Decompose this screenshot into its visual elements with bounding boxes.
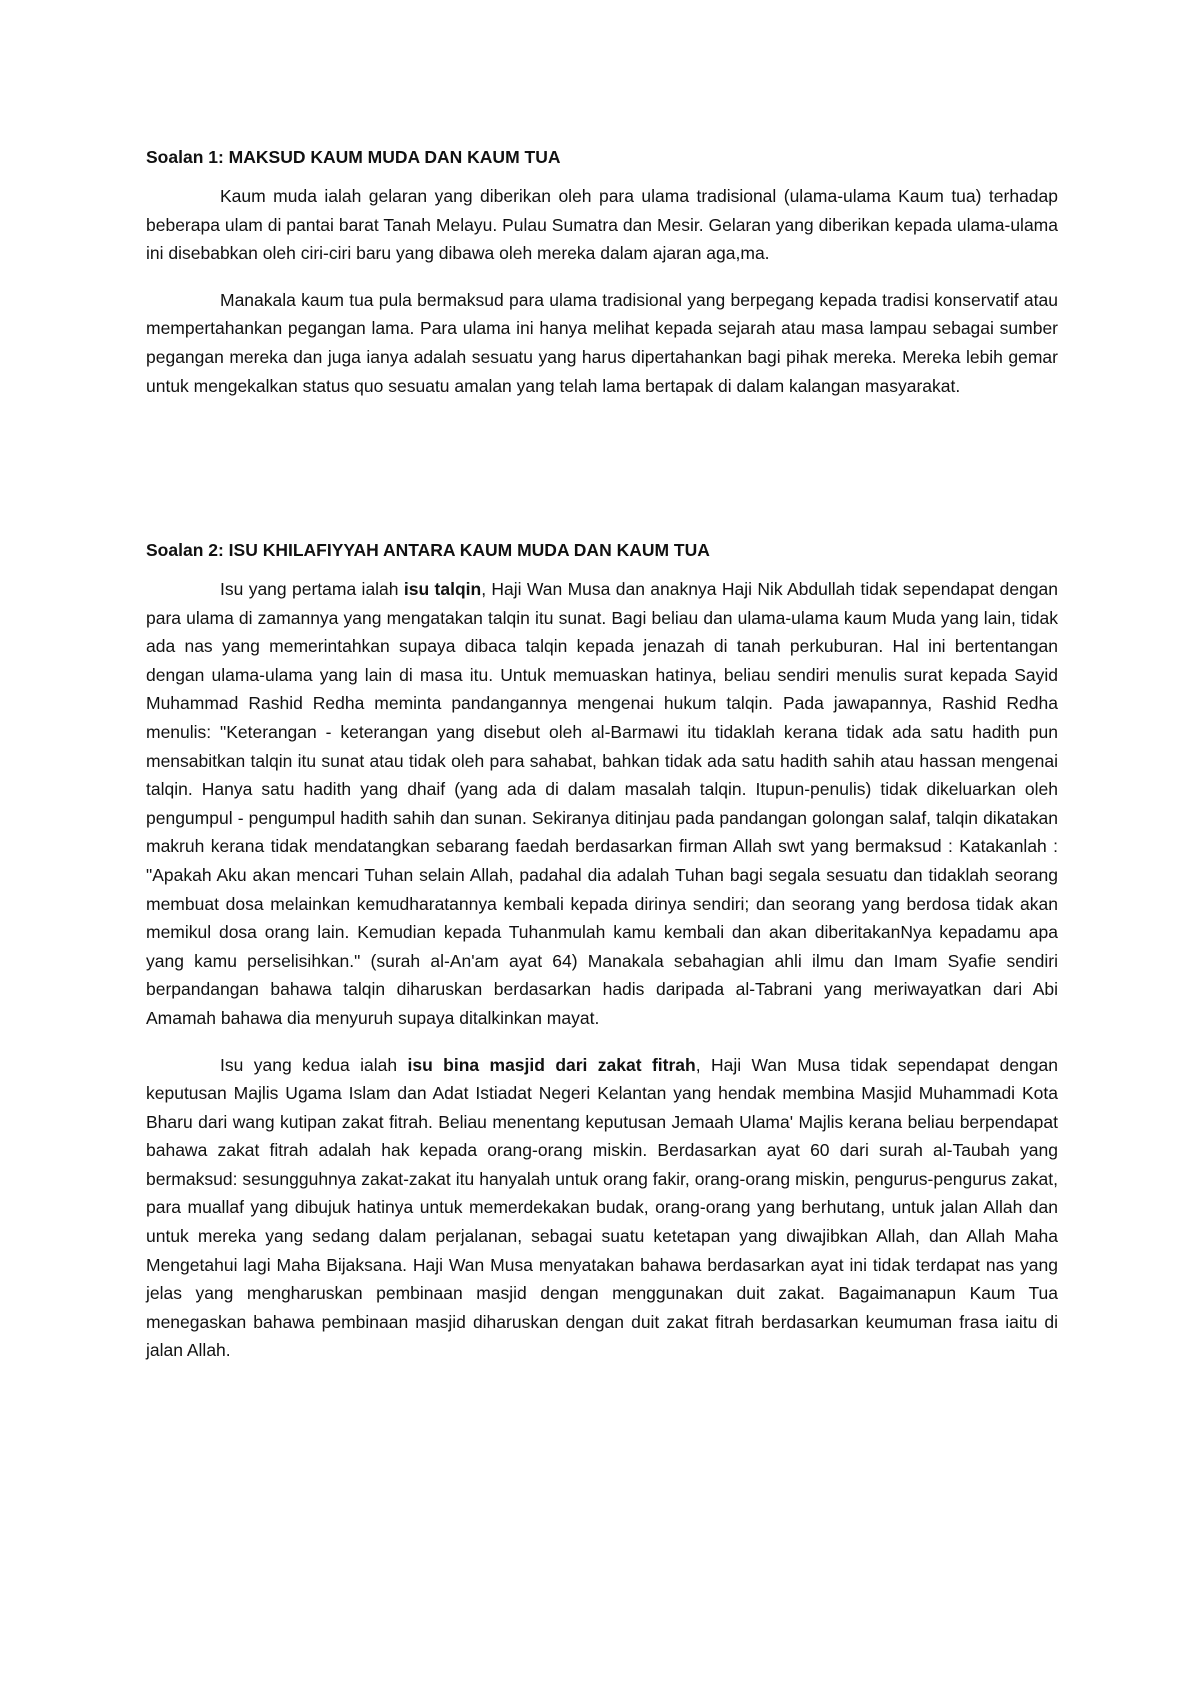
bold-term-isu-talqin: isu talqin bbox=[403, 579, 482, 599]
section-2-paragraph-2 bbox=[146, 1051, 1058, 1366]
paragraph-text: Isu yang kedua ialah bbox=[220, 1054, 408, 1075]
section-1-paragraph-2: Manakala kaum tua pula bermaksud para ulama tradisional yang berpegang kepada tradisi konservatif atau mempertahankan pegangan lama. Para ulama ini hanya melihat kepada sejarah atau masa lampau sebagai sumber pegangan mereka dan juga ianya adalah sesuatu yang harus dipertahankan bagi pihak mereka. Mereka lebih gemar untuk mengekalkan status quo sesuatu amalan yang telah lama bertapak di dalam kalangan masyarakat. bbox=[146, 289, 1058, 396]
section-2-paragraph-1 bbox=[146, 575, 1058, 1033]
section-1-heading: Soalan 1: MAKSUD KAUM MUDA DAN KAUM TUA bbox=[146, 147, 561, 167]
paragraph-text: , Haji Wan Musa dan anaknya Haji Nik Abdullah tidak sependapat dengan para ulama di zamannya yang mengatakan talqin itu sunat. Bagi beliau dan ulama-ulama kaum Muda yang lain, tidak ada nas yang memerintahkan supaya dibaca talqin kepada jenazah di tanah perkuburan. Hal ini bertentangan dengan ulama-ulama yang lain di masa itu. Untuk memuaskan hatinya, beliau sendiri menulis surat kepada Sayid Muhammad Rashid Redha meminta pandangannya mengenai hukum talqin. Pada jawapannya, Rashid Redha menulis: "Keterangan - keterangan yang disebut oleh al-Barmawi itu tidaklah kerana tidak ada satu hadith pun mensabitkan talqin itu sunat atau tidak oleh para sahabat, bahkan tidak ada satu hadith sahih atau hassan mengenai talqin. Hanya satu hadith yang dhaif (yang ada di dalam masalah talqin. Itupun-penulis) tidak dikeluarkan oleh pengumpul - pengumpul hadith sahih dan sunan. Sekiranya ditinjau pada pandangan golongan salaf, talqin dikatakan makruh kerana tidak mendatangkan sebarang faedah berdasarkan firman Allah swt yang bermaksud : Katakanlah : "Apakah Aku akan mencari Tuhan selain Allah, padahal dia adalah Tuhan bagi segala sesuatu dan tidaklah seorang membuat dosa melainkan kemudharatannya kembali kepada dirinya sendiri; dan seorang yang berdosa tidak akan memikul dosa orang lain. Kemudian kepada Tuhanmulah kamu kembali dan akan diberitakanNya kepadamu apa yang kamu perselisihkan." (surah al-An'am ayat 64) Manakala sebahagian ahli ilmu dan Imam Syafie sendiri berpandangan bahawa talqin diharuskan berdasarkan hadis daripada al-Tabrani yang meriwayatkan dari Abi Amamah bahawa dia menyuruh supaya ditalkinkan mayat. bbox=[146, 579, 1058, 1028]
paragraph-text: , Haji Wan Musa tidak sependapat dengan keputusan Majlis Ugama Islam dan Adat Istiadat Negeri Kelantan yang hendak membina Masjid Muhammadi Kota Bharu dari wang kutipan zakat fitrah. Beliau menentang keputusan Jemaah Ulama' Majlis kerana beliau berpendapat bahawa zakat fitrah adalah hak kepada orang-orang miskin. Berdasarkan ayat 60 dari surah al-Taubah yang bermaksud: sesungguhnya zakat-zakat itu hanyalah untuk orang fakir, orang-orang miskin, pengurus-pengurus zakat, para muallaf yang dibujuk hatinya untuk memerdekakan budak, orang-orang yang berhutang, untuk jalan Allah dan untuk mereka yang sedang dalam perjalanan, sebagai suatu ketetapan yang diwajibkan Allah, dan Allah Maha Mengetahui lagi Maha Bijaksana. Haji Wan Musa menyatakan bahawa berdasarkan ayat ini tidak terdapat nas yang jelas yang mengharuskan pembinaan masjid dengan menggunakan duit zakat. Bagaimanapun Kaum Tua menegaskan bahawa pembinaan masjid diharuskan dengan duit zakat fitrah berdasarkan keumuman frasa iaitu di jalan Allah. bbox=[146, 1054, 1058, 1361]
paragraph-text: Isu yang pertama ialah bbox=[220, 579, 404, 599]
section-soalan-2 bbox=[146, 537, 1058, 1383]
section-1-paragraph-1: Kaum muda ialah gelaran yang diberikan oleh para ulama tradisional (ulama-ulama Kaum tua) terhadap beberapa ulam di pantai barat Tanah Melayu. Pulau Sumatra dan Mesir. Gelaran yang diberikan kepada ulama-ulama ini disebabkan oleh ciri-ciri baru yang dibawa oleh mereka dalam ajaran aga,ma. bbox=[146, 186, 1058, 264]
bold-term-isu-bina-masjid: isu bina masjid dari zakat fitrah bbox=[407, 1054, 696, 1075]
section-soalan-1 bbox=[146, 144, 1058, 418]
section-2-heading: Soalan 2: ISU KHILAFIYYAH ANTARA KAUM MUDA DAN KAUM TUA bbox=[146, 540, 710, 560]
